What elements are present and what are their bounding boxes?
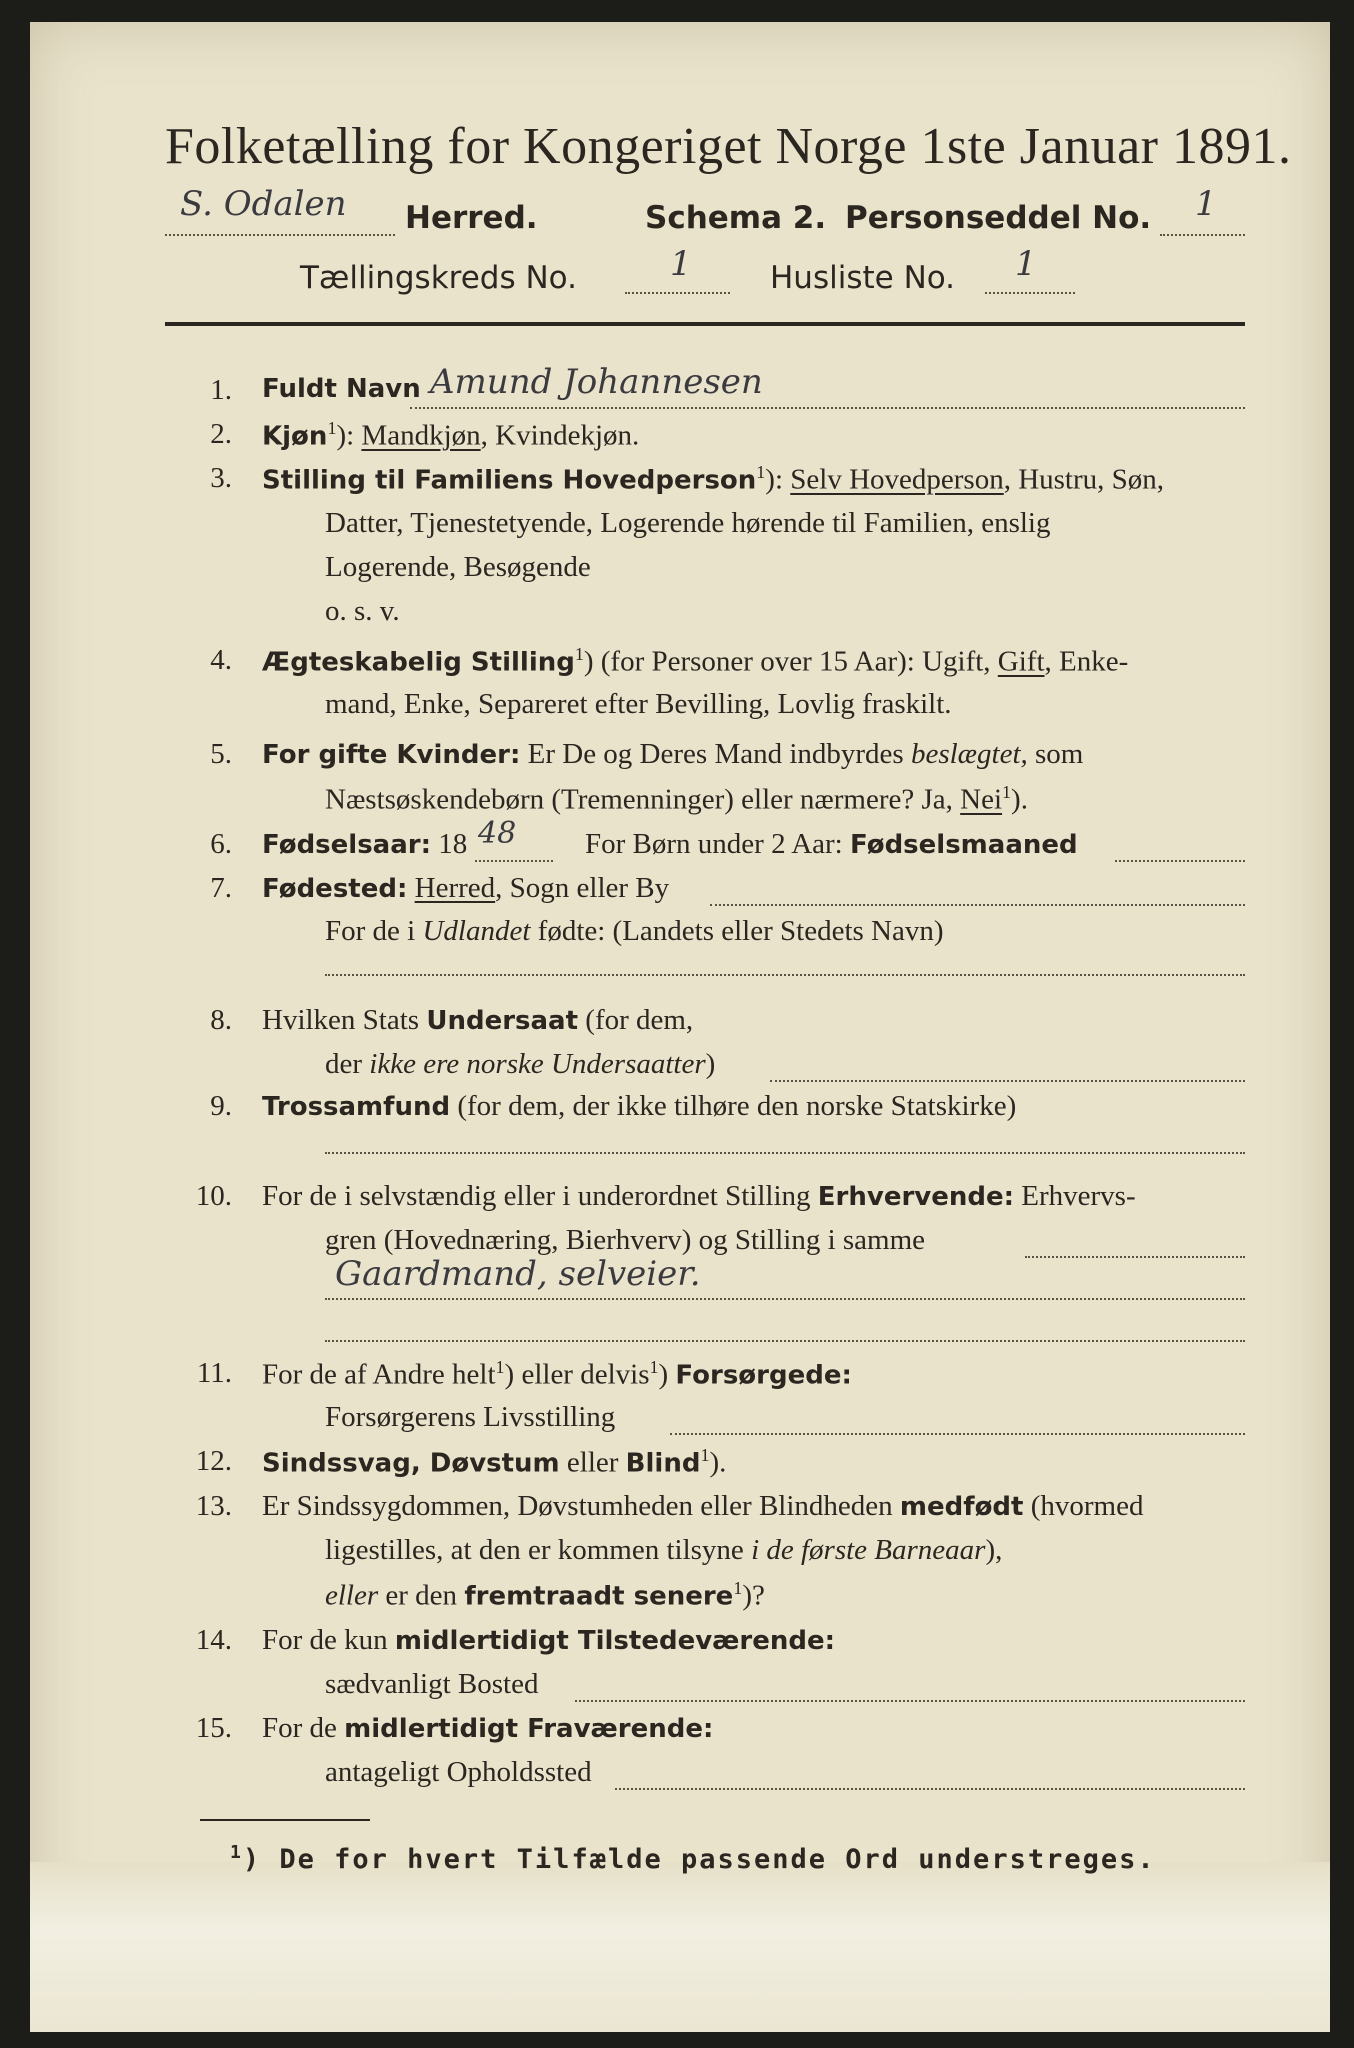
option-herred-underlined: Herred [414, 872, 496, 904]
question-8-line-2-text: der [325, 1048, 370, 1080]
kreds-label: Tællingskreds No. [300, 260, 577, 296]
question-1-line [410, 407, 1245, 409]
birth-year-prefix: 18 [431, 828, 468, 860]
question-11-number: 11. [196, 1357, 232, 1389]
question-3-line-4: o. s. v. [325, 595, 400, 627]
question-7-answer-line [325, 974, 1245, 976]
question-12-rest: ). [709, 1446, 727, 1479]
option-gift-underlined: Gift [997, 645, 1045, 678]
question-6-number: 6. [210, 828, 232, 860]
question-8-italic: ikke ere norske Undersaatter [369, 1048, 706, 1080]
question-11-label: Forsørgede: [675, 1360, 852, 1391]
kreds-dotted-line [625, 292, 730, 294]
question-5-line-2-text: Næstsøskendebørn (Tremenninger) eller nærmere? Ja, [325, 783, 961, 816]
question-7-label: Fødested: [262, 874, 408, 904]
question-13-line-3-italic: eller [325, 1579, 379, 1612]
husliste-dotted-line [985, 292, 1075, 294]
question-5-rest: som [1027, 738, 1084, 770]
question-11-mid-2: ) [658, 1358, 676, 1391]
question-11-text: For de af Andre helt [262, 1358, 496, 1391]
question-6-label-2: Fødselsmaaned [850, 830, 1078, 860]
footnote-marker: 1 [756, 462, 766, 482]
question-12-number: 12. [195, 1445, 232, 1477]
question-6-line [1115, 860, 1245, 862]
full-name-handwriting: Amund Johannesen [430, 362, 763, 402]
worn-bottom-edge [30, 1862, 1330, 2032]
question-4-label: Ægteskabelig Stilling [262, 647, 575, 678]
question-5-text: Er De og Deres Mand indbyrdes [520, 738, 911, 770]
question-15-number: 15. [195, 1712, 232, 1744]
question-3-label: Stilling til Familiens Hovedperson [262, 465, 757, 496]
question-7-italic: Udlandet [422, 915, 531, 947]
question-13-line-3 [325, 1578, 765, 1613]
question-1-label: Fuldt Navn [262, 374, 421, 404]
question-10-line-2: gren (Hovednæring, Bierhverv) og Stilling i samme [325, 1224, 926, 1256]
question-15-line-2: antageligt Opholdssted [325, 1756, 592, 1788]
question-13-line-3-end: )? [742, 1579, 765, 1612]
question-13-line-2-end: ), [985, 1534, 1003, 1566]
schema-label: Schema 2. [645, 200, 827, 236]
question-10-rest: Erhvervs- [1014, 1180, 1136, 1212]
occupation-handwriting: Gaardmand, selveier. [335, 1254, 701, 1294]
footnote [230, 1842, 1156, 1875]
footnote-marker: 1 [574, 644, 584, 664]
header-rule [165, 322, 1245, 326]
question-4-text: ) (for Personer over 15 Aar): Ugift, [583, 645, 998, 678]
question-7-line-2-end: fødte: (Landets eller Stedets Navn) [530, 915, 944, 947]
question-15-line [615, 1788, 1245, 1790]
question-11-mid: ) eller delvis [504, 1358, 650, 1391]
question-8-line-2 [325, 1048, 715, 1081]
question-9-number: 9. [210, 1090, 232, 1122]
question-5-line-2-end: ). [1011, 783, 1028, 816]
question-3-line-3: Logerende, Besøgende [325, 551, 591, 583]
question-10-number: 10. [195, 1180, 232, 1212]
question-11-line-2: Forsørgerens Livsstilling [325, 1401, 616, 1433]
question-4-rest: , Enke- [1044, 645, 1129, 678]
question-13-line-3-text: er den [378, 1579, 465, 1612]
question-2-colon: ): [336, 419, 355, 452]
question-8-label: Undersaat [426, 1006, 579, 1036]
question-15-text: For de [262, 1712, 345, 1744]
question-8-text: Hvilken Stats [262, 1004, 427, 1036]
question-12-label-2: Blind [625, 1448, 701, 1479]
question-5-label: For gifte Kvinder: [262, 740, 521, 770]
question-14-number: 14. [195, 1624, 232, 1656]
footnote-marker: 1 [733, 1578, 743, 1598]
question-3-colon: ): [765, 463, 784, 496]
personseddel-dotted-line [1160, 234, 1245, 236]
question-9-label: Trossamfund [262, 1092, 451, 1122]
question-7-number: 7. [210, 872, 232, 904]
footnote-marker-2: 1 [649, 1357, 659, 1377]
question-7-line-2 [325, 915, 944, 948]
question-13-rest: (hvormed [1023, 1490, 1144, 1522]
question-8-line-2-end: ) [705, 1048, 716, 1080]
question-3-rest: , Hustru, Søn, [1003, 463, 1165, 496]
herred-dotted-line [165, 234, 395, 236]
question-2-rest: , Kvindekjøn. [480, 419, 640, 452]
question-7-line [710, 904, 1245, 906]
question-2-label: Kjøn [262, 421, 328, 452]
question-5-line-2 [325, 782, 1028, 817]
question-9-answer-line [325, 1152, 1245, 1154]
footnote-marker: 1 [1002, 782, 1012, 802]
option-mandkjon-underlined: Mandkjøn [361, 419, 481, 452]
question-14-line [575, 1700, 1245, 1702]
question-10-text: For de i selvstændig eller i underordnet Stilling [262, 1180, 818, 1212]
question-10-answer-line-2 [325, 1340, 1245, 1342]
question-1-number: 1. [210, 374, 232, 406]
question-13-number: 13. [195, 1490, 232, 1522]
question-10-label: Erhvervende: [817, 1182, 1015, 1212]
question-6-under-2 [585, 828, 1078, 861]
question-13-text: Er Sindssygdommen, Døvstumheden eller Blindheden [262, 1490, 900, 1522]
question-7-line-2-text: For de i [325, 915, 423, 947]
footnote-marker: 1 [700, 1445, 710, 1465]
question-11-line [670, 1433, 1245, 1435]
form-title: Folketælling for Kongeriget Norge 1ste Januar 1891. [165, 118, 1292, 175]
question-12-label: Sindssvag, Døvstum [262, 1448, 560, 1479]
question-10-line [1025, 1256, 1245, 1258]
question-5-italic: beslægtet, [910, 738, 1028, 770]
footnote-marker: 1 [230, 1842, 243, 1863]
question-13-line-2-text: ligestilles, at den er kommen tilsyne [325, 1534, 752, 1566]
question-8-rest: (for dem, [578, 1004, 694, 1036]
personseddel-label: Personseddel No. [845, 200, 1152, 236]
question-8-number: 8. [210, 1004, 232, 1036]
question-4-number: 4. [210, 644, 232, 676]
question-3-line-2: Datter, Tjenestetyende, Logerende hørende til Familien, enslig [325, 507, 1051, 539]
footnote-marker: 1 [327, 418, 337, 438]
question-2-number: 2. [210, 418, 232, 450]
footnote-marker: 1 [495, 1357, 505, 1377]
option-selv-hovedperson-underlined: Selv Hovedperson [790, 463, 1004, 496]
question-13-line-2 [325, 1534, 1002, 1567]
question-8-line [770, 1080, 1245, 1082]
question-4-line-2: mand, Enke, Separeret efter Bevilling, Lovlig fraskilt. [325, 688, 952, 720]
footnote-text: ) De for hvert Tilfælde passende Ord understreges. [242, 1844, 1156, 1875]
question-13-label-2: fremtraadt senere [464, 1581, 734, 1612]
question-14-text: For de kun [262, 1624, 395, 1656]
herred-handwriting: S. Odalen [180, 184, 347, 224]
question-15-label: midlertidigt Fraværende: [344, 1714, 714, 1744]
question-5-number: 5. [210, 738, 232, 770]
question-13-italic: i de første Barneaar [751, 1534, 986, 1566]
question-13-label: medfødt [899, 1492, 1024, 1522]
option-nei-underlined: Nei [960, 783, 1003, 816]
question-6-label: Fødselsaar: [262, 830, 431, 860]
personseddel-handwriting: 1 [1195, 184, 1217, 224]
question-6-mid-text: For Børn under 2 Aar: [585, 828, 843, 860]
husliste-label: Husliste No. [770, 260, 956, 296]
herred-label: Herred. [405, 200, 538, 236]
question-12-mid: eller [559, 1446, 626, 1479]
birth-year-dotted-line [475, 860, 553, 862]
question-10-answer-line-1 [325, 1298, 1245, 1300]
question-3-number: 3. [210, 462, 232, 494]
husliste-handwriting: 1 [1015, 244, 1037, 284]
question-14-label: midlertidigt Tilstedeværende: [394, 1626, 836, 1656]
census-form-page [30, 22, 1330, 2032]
kreds-handwriting: 1 [670, 244, 692, 284]
footnote-rule [200, 1819, 370, 1821]
question-9-rest: (for dem, der ikke tilhøre den norske Statskirke) [450, 1090, 1017, 1122]
birth-year-handwriting: 48 [478, 816, 517, 851]
question-14-line-2: sædvanligt Bosted [325, 1668, 539, 1700]
question-7-rest: , Sogn eller By [495, 872, 670, 904]
